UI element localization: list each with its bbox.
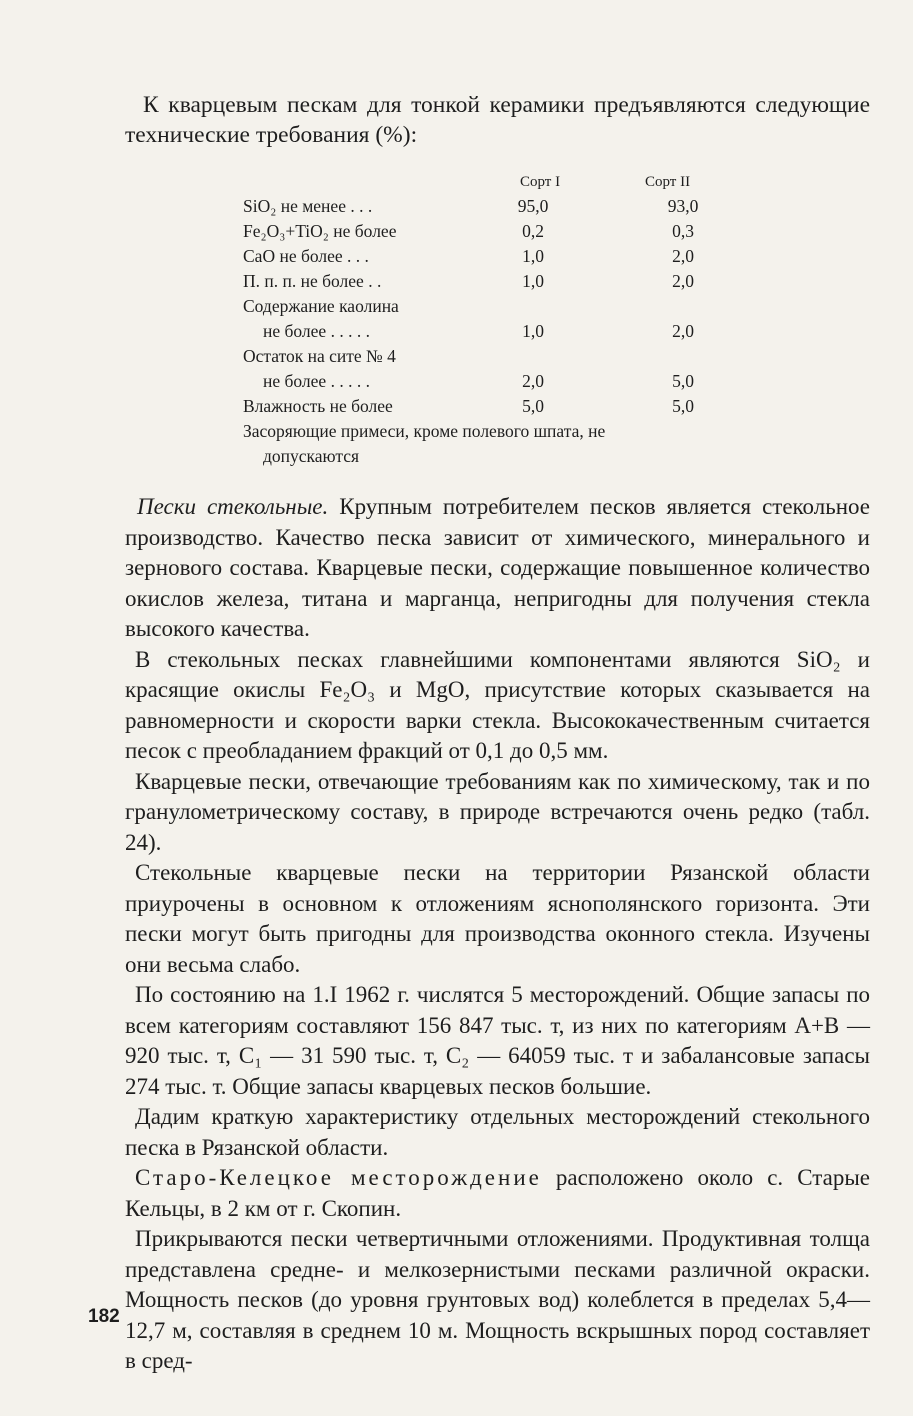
grade-1-value: 5,0 [522, 396, 544, 416]
grade-2-value: 5,0 [672, 396, 694, 416]
row-label: Содержание каолина [243, 296, 399, 316]
grade-1-value: 1,0 [522, 246, 544, 266]
grade-2-value: 2,0 [672, 246, 694, 266]
paragraph: Стекольные кварцевые пески на территории Рязанской области приурочены в основном к отложениям яснополянского горизонта. Эти пески могут быть пригодны для производства оконного стекла. Изучены они весьма слабо. [125, 860, 870, 977]
body-text [125, 492, 870, 1377]
paragraph: По состоянию на 1.I 1962 г. числятся 5 месторождений. Общие запасы по всем категориям составляют 156 847 тыс. т, из них по категориям А+В — 920 тыс. т, С₁ — 31 590 тыс. т, С₂ — 64059 тыс. т и забалансовые запасы 274 тыс. т. Общие запасы кварцевых песков большие. [125, 982, 870, 1099]
requirements-table [243, 170, 713, 469]
paragraph-text: Крупным потребителем песков является стекольное производство. Качество песка зависит от химического, минерального и зернового состава. Кварцевые пески, содержащие повышенное количество окислов железа, титана и марганца, непригодны для получения стекла высокого качества. [125, 494, 870, 641]
table-row [243, 344, 713, 369]
row-label: SiO₂ не менее . . . [243, 196, 373, 216]
intro-paragraph: К кварцевым пескам для тонкой керамики предъявляются следующие технические требования (%): [125, 92, 870, 148]
table-row [243, 294, 713, 319]
grade-1-value: 2,0 [522, 371, 544, 391]
col-header-grade-1: Сорт I [520, 174, 561, 190]
grade-1-value: 0,2 [522, 221, 544, 241]
grade-1-value: 1,0 [522, 321, 544, 341]
table-row [243, 194, 713, 219]
table-row [243, 369, 713, 394]
paragraph-deposit [125, 1163, 870, 1224]
row-label: П. п. п. не более . . [243, 271, 382, 291]
grade-2-value: 0,3 [672, 221, 694, 241]
row-label: CaO не более . . . [243, 246, 369, 266]
row-label: Fe₂O₃+TiO₂ не более [243, 221, 397, 241]
page-number: 182 [88, 1306, 120, 1327]
row-label: не более . . . . . [263, 321, 370, 341]
table-row [243, 269, 713, 294]
table-note-line-2: допускаются [263, 446, 360, 466]
row-label: не более . . . . . [263, 371, 370, 391]
paragraph: В стекольных песках главнейшими компонентами являются SiO₂ и красящие окислы Fe₂O₃ и MgO, присутствие которых сказывается на равномерности и скорости варки стекла. Высококачественным считается песок с преобладанием фракций от 0,1 до 0,5 мм. [125, 646, 870, 763]
grade-2-value: 2,0 [672, 271, 694, 291]
table-row [243, 219, 713, 244]
table-note-line-1: Засоряющие примеси, кроме полевого шпата, не [243, 421, 606, 441]
grade-2-value: 5,0 [672, 371, 694, 391]
grade-1-value: 1,0 [522, 271, 544, 291]
deposit-name: Старо-Келецкое месторождение [135, 1165, 542, 1190]
section-title: Пески стекольные. [137, 494, 329, 519]
row-label: Остаток на сите № 4 [243, 346, 396, 366]
row-label: Влажность не более [243, 396, 393, 416]
table-row [243, 319, 713, 344]
table-row [243, 394, 713, 419]
paragraph: Дадим краткую характеристику отдельных месторождений стекольного песка в Рязанской области. [125, 1104, 870, 1160]
paragraph: Кварцевые пески, отвечающие требованиям как по химическому, так и по гранулометрическому составу, в природе встречаются очень редко (табл. 24). [125, 768, 870, 855]
table-header [243, 170, 713, 194]
table-row [243, 244, 713, 269]
paragraph-glass-sands [125, 492, 870, 645]
grade-1-value: 95,0 [517, 196, 549, 216]
col-header-grade-2: Сорт II [645, 174, 691, 190]
paragraph: Прикрываются пески четвертичными отложениями. Продуктивная толща представлена средне- и мелкозернистыми песками различной окраски. Мощность песков (до уровня грунтовых вод) колеблется в пределах 5,4—12,7 м, составляя в среднем 10 м. Мощность вскрышных пород составляет в сред- [125, 1226, 870, 1373]
grade-2-value: 93,0 [667, 196, 699, 216]
paragraph-text: расположено около с. Старые Кельцы, в 2 км от г. Скопин. [125, 1165, 871, 1221]
grade-2-value: 2,0 [672, 321, 694, 341]
